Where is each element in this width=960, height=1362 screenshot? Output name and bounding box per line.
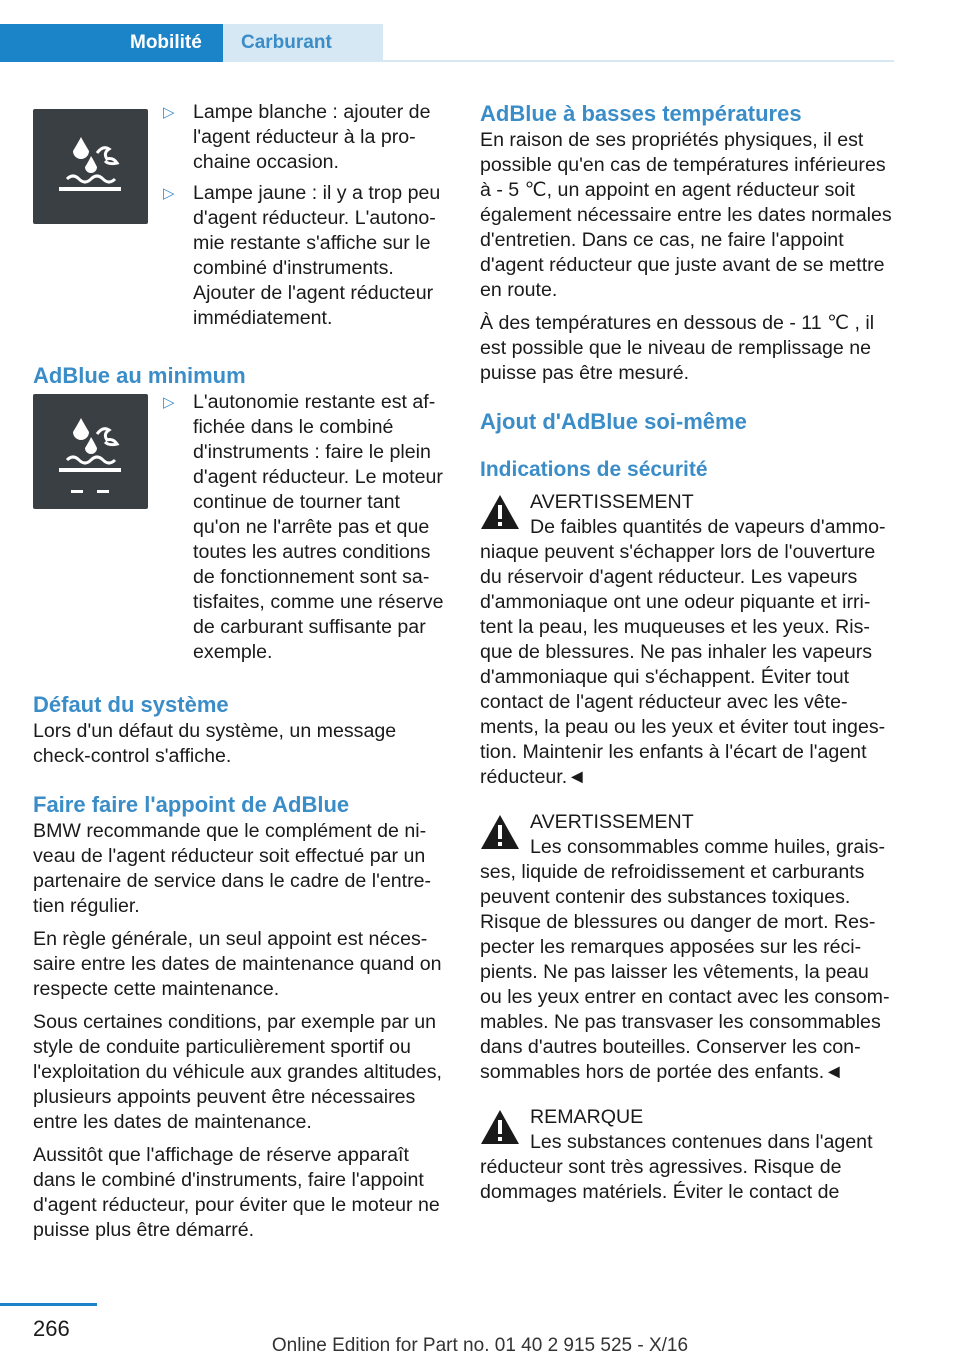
paragraph: En raison de ses propriétés physiques, il est possible qu'en cas de températures inférieures à - 5 ℃, un appoint en agent réducteur soit également nécessaire entre les dates normales d'entretien. Dans ce cas, ne faire l'appoint d'agent réducteur que juste avant de se mettre en route. (480, 129, 892, 301)
warning-triangle-icon (480, 1109, 520, 1145)
header-tabbar (0, 24, 894, 62)
warning-block-2 (480, 810, 894, 1085)
list-item: ▷ Lampe jaune : il y a trop peu d'agent réducteur. L'autonomie restante s'affiche sur le combiné d'instruments. Ajouter de l'agent réducteur immédiatement. (163, 182, 441, 329)
list-item: ▷ L'autonomie restante est affichée dans le combiné d'instruments : faire le plein d'agent réducteur. Le moteur continue de tourner tant qu'on ne l'arrête pas et que toutes les autres conditions de fonctionnement sont satisfaites, comme une réserve de carburant suffisante par exemple. (163, 391, 444, 663)
heading-indications-securite: Indications de sécurité (480, 458, 708, 481)
triangle-bullet-icon: ▷ (163, 104, 175, 121)
lamp-bullet-list (163, 100, 448, 331)
paragraph: À des températures en dessous de - 11 ℃ , il est possible que le niveau de remplissage ne puisse pas être mesuré. (480, 312, 875, 384)
heading-adblue-minimum: AdBlue au minimum (33, 363, 246, 388)
heading-faire-appoint: Faire faire l'appoint de AdBlue (33, 792, 350, 817)
paragraph: En règle générale, un seul appoint est nécessaire entre les dates de maintenance quand on respecte cette maintenance. (33, 928, 442, 1000)
warning-triangle-icon (480, 814, 520, 850)
minimum-bullet-list (163, 390, 448, 665)
warning-title: AVERTISSEMENT (530, 491, 694, 513)
left-column (33, 100, 448, 1243)
warning-title: AVERTISSEMENT (530, 811, 694, 833)
warning-block-1 (480, 490, 894, 790)
paragraph: Aussitôt que l'affichage de réserve apparaît dans le combiné d'instruments, faire l'appoint d'agent réducteur, pour éviter que le moteur ne puisse plus être démarré. (33, 1144, 440, 1241)
adblue-minimum-icon (33, 394, 148, 509)
right-column (480, 100, 894, 1205)
note-title: REMARQUE (530, 1106, 644, 1128)
heading-basses-temperatures: AdBlue à basses températures (480, 101, 802, 126)
triangle-bullet-icon: ▷ (163, 185, 175, 202)
lamp-section (33, 100, 448, 340)
footer-accent-line (0, 1303, 97, 1306)
note-block (480, 1105, 894, 1205)
heading-defaut-systeme: Défaut du système (33, 692, 229, 717)
paragraph: Lors d'un défaut du système, un message check-control s'affiche. (33, 720, 397, 767)
list-item: ▷ Lampe blanche : ajouter de l'agent réducteur à la prochaine occasion. (163, 101, 431, 173)
minimum-section (33, 390, 448, 665)
warning-text: Les consommables comme huiles, graisses, liquide de refroidissement et carburants peuvent contenir des substances toxiques. Risque de blessures ou danger de mort. Respecter les remarques apposées sur les récipients. Ne pas laisser les vêtements, la peau ou les yeux entrer en contact avec les consommables. Ne pas transvaser les consommables dans d'autres bouteilles. Conserver les consommables hors de portée des enfants.◄ (480, 836, 890, 1083)
warning-text: De faibles quantités de vapeurs d'ammoniaque peuvent s'échapper lors de l'ouverture du réservoir d'agent réducteur. Les vapeurs d'ammoniaque ont une odeur piquante et irritent la peau, les muqueuses et les yeux. Risque de blessures. Ne pas inhaler les vapeurs d'ammoniaque qui s'échappent. Éviter tout contact de l'agent réducteur avec les vêtements, la peau ou les yeux et éviter tout ingestion. Maintenir les enfants à l'écart de l'agent réducteur.◄ (480, 516, 886, 788)
warning-triangle-icon (480, 494, 520, 530)
paragraph: BMW recommande que le complément de niveau de l'agent réducteur soit effectué par un partenaire de service dans le cadre de l'entretien régulier. (33, 820, 432, 917)
adblue-indicator-icon (33, 109, 148, 224)
page-number: 266 (33, 1316, 70, 1341)
edition-footer: Online Edition for Part no. 01 40 2 915 525 - X/16 (271, 1335, 689, 1356)
note-text: Les substances contenues dans l'agent réducteur sont très agressives. Risque de dommages matériels. Éviter le contact de (480, 1131, 873, 1203)
tab-carburant[interactable]: Carburant (223, 24, 383, 62)
triangle-bullet-icon: ▷ (163, 394, 175, 411)
heading-ajout-adblue: Ajout d'AdBlue soi-même (480, 409, 747, 434)
paragraph: Sous certaines conditions, par exemple par un style de conduite particulièrement sportif ou l'exploitation du véhicule aux grandes altitudes, plusieurs appoints peuvent être nécessaires entre les dates de maintenance. (33, 1011, 442, 1133)
header-divider (223, 60, 894, 62)
tab-mobilite[interactable]: Mobilité (0, 24, 223, 62)
